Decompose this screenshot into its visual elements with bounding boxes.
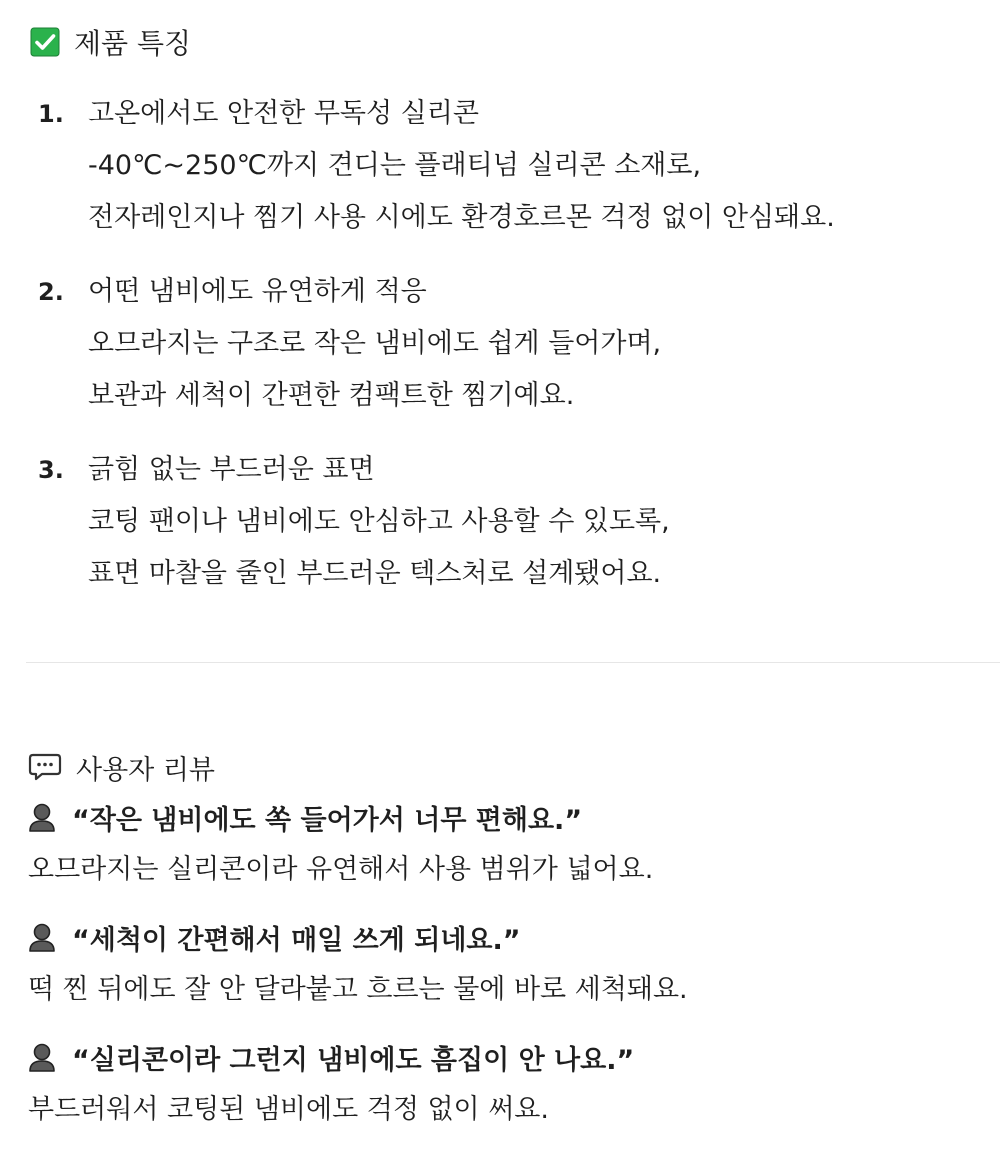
feature-number: 1. (38, 100, 64, 128)
feature-description-line: 오므라지는 구조로 작은 냄비에도 쉽게 들어가며, (88, 328, 662, 359)
features-heading-text: 제품 특징 (74, 27, 192, 60)
feature-item (30, 266, 990, 422)
features-heading (30, 22, 990, 62)
feature-title: 긁힘 없는 부드러운 표면 (88, 454, 375, 485)
reviews-heading-text: 사용자 리뷰 (76, 754, 215, 786)
review-text: 떡 찐 뒤에도 잘 안 달라붙고 흐르는 물에 바로 세척돼요. (28, 974, 688, 1005)
feature-number: 2. (38, 278, 64, 306)
review-quote (28, 790, 988, 844)
feature-body (88, 266, 990, 422)
review-item (28, 790, 988, 896)
check-mark-button-icon (30, 27, 60, 57)
feature-body (88, 88, 990, 244)
person-silhouette-icon (28, 1042, 56, 1072)
reviews-section (28, 744, 988, 1150)
feature-number: 3. (38, 456, 64, 484)
person-silhouette-icon (28, 802, 56, 832)
features-section (30, 22, 990, 622)
review-quote-text: “실리콘이라 그런지 냄비에도 흠집이 안 나요.” (72, 1044, 635, 1076)
feature-body (88, 444, 990, 600)
feature-title: 어떤 냄비에도 유연하게 적응 (88, 276, 427, 307)
feature-description-line: 전자레인지나 찜기 사용 시에도 환경호르몬 걱정 없이 안심돼요. (88, 202, 835, 233)
speech-balloon-icon (28, 752, 62, 782)
feature-description-line: 표면 마찰을 줄인 부드러운 텍스처로 설계됐어요. (88, 558, 662, 589)
review-quote-text: “세척이 간편해서 매일 쓰게 되네요.” (72, 924, 521, 956)
person-silhouette-icon (28, 922, 56, 952)
review-text: 오므라지는 실리콘이라 유연해서 사용 범위가 넓어요. (28, 854, 654, 885)
review-quote-text: “작은 냄비에도 쏙 들어가서 너무 편해요.” (72, 804, 583, 836)
feature-title: 고온에서도 안전한 무독성 실리콘 (88, 98, 479, 129)
feature-item (30, 444, 990, 600)
feature-description-line: -40℃~250℃까지 견디는 플래티넘 실리콘 소재로, (88, 150, 702, 181)
feature-item (30, 88, 990, 244)
review-text: 부드러워서 코팅된 냄비에도 걱정 없이 써요. (28, 1094, 549, 1125)
feature-description-line: 코팅 팬이나 냄비에도 안심하고 사용할 수 있도록, (88, 506, 670, 537)
feature-list (30, 88, 990, 600)
review-item (28, 1030, 988, 1136)
review-quote (28, 910, 988, 964)
reviews-heading (28, 744, 988, 790)
feature-description-line: 보관과 세척이 간편한 컴팩트한 찜기예요. (88, 380, 575, 411)
review-quote (28, 1030, 988, 1084)
review-item (28, 910, 988, 1016)
section-divider (26, 662, 1000, 663)
